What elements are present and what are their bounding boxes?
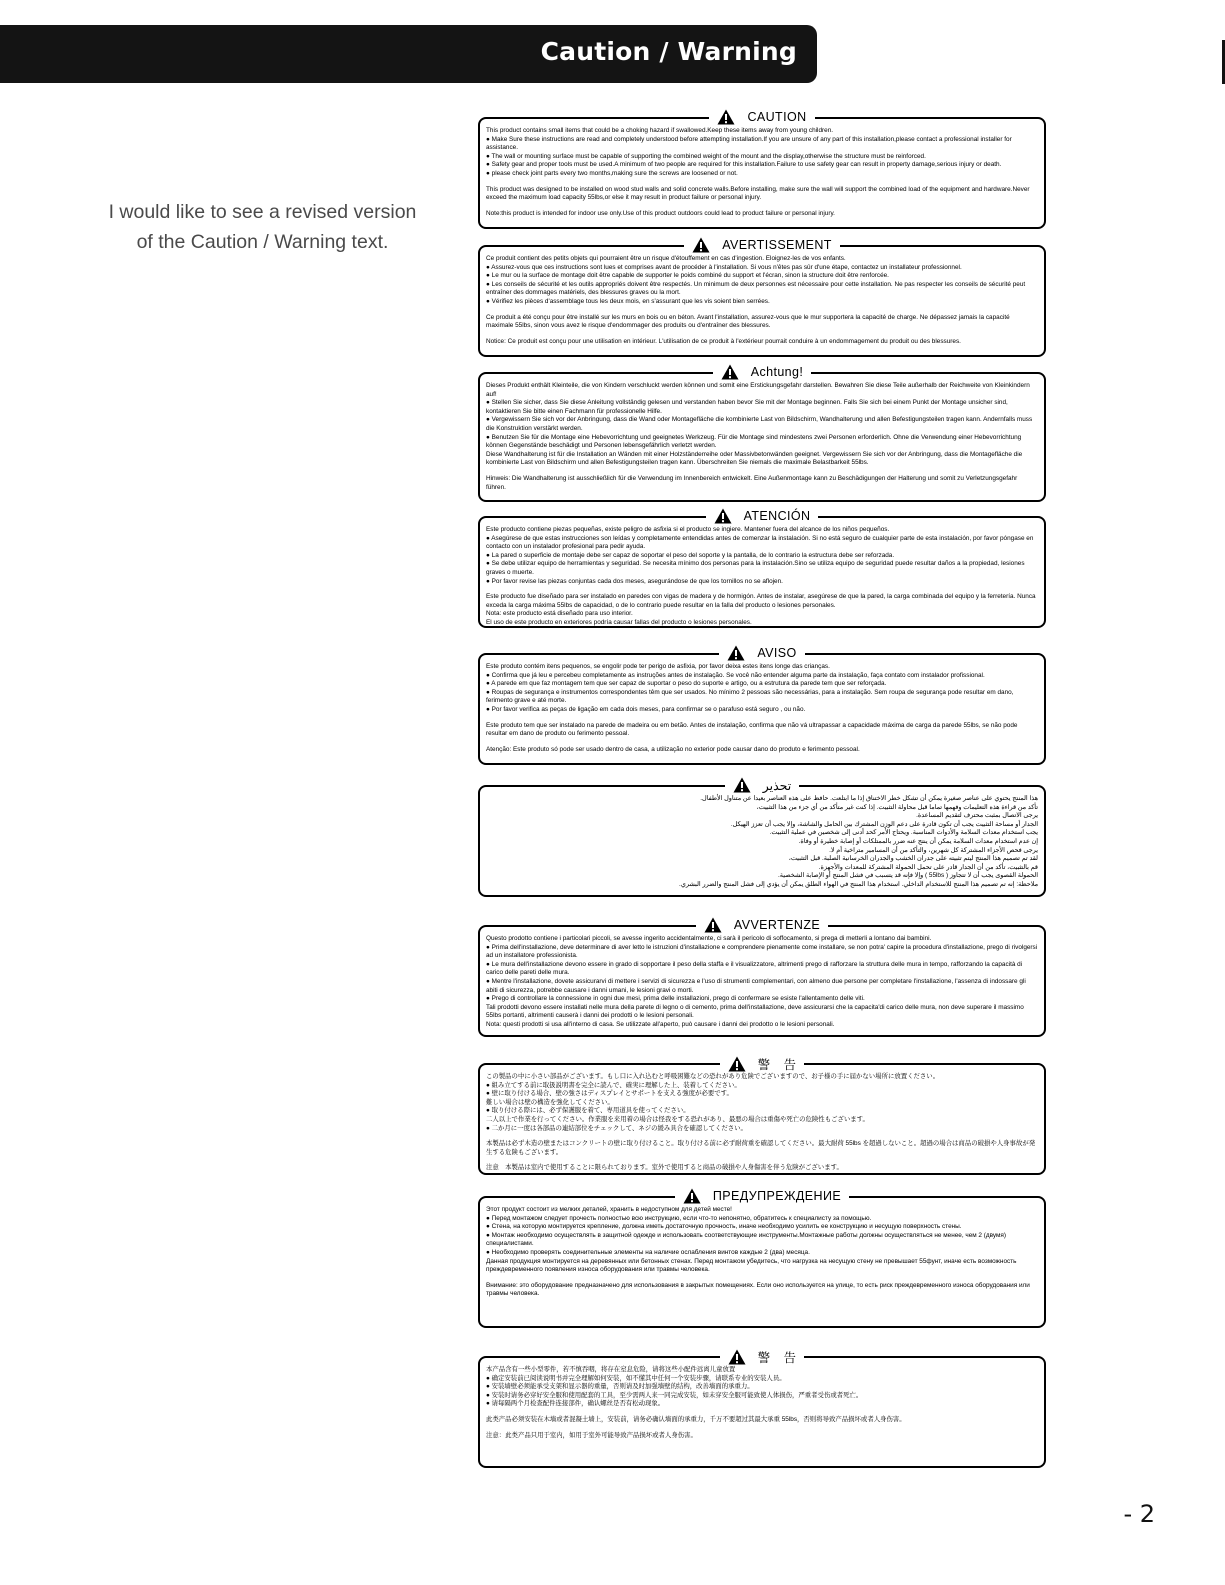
panel-line: ملاحظة: إنه تم تصميم هذا المنتج للاستخدام الداخلي. استخدام هذا المنتج في الهواء الطلق يمكن أن يؤدي إلى فشل المنتج والضرر البشري. [679,880,1038,888]
panel-line: ● 組み立てする前に取扱説明書を完全に読んで、確実に理解した上、装着してください。 [486,1081,741,1089]
panel-line: ● Roupas de segurança e instrumentos correspondentes têm que ser usados. No mínimo 2 pessoas são necessárias, para a instalação. Sem roupa de segurança pode resultar em dano, ferimento grave e até morte. [486,688,1014,705]
panel-line: Tali prodotti devono essere installati nelle mura della parete di legno o di cemento, prima dell'installazione, deve assicurarsi che la capacita'di carico delle mura, non deve superare il massimo 55lbs portanti, altrimenti causerà i danni dei prodotti o le lesioni personali. [486,1003,1024,1020]
panel-line: ● Safety gear and proper tools must be used.A minimum of two people are required for this installation.Failure to use safety gear can result in property damage,serious injury or death. [486,161,1002,169]
panel-line: ● Перед монтажом следует прочесть полностью всю инструкцию, если что-то непонятно, обратитесь к специалисту за помощью. [486,1214,872,1222]
panel-line: ● 确定安装前已阅读说明书并完全理解如何安装，如不懂其中任何一个安装步骤，请联系专业的安装人员。 [486,1374,786,1382]
panel-line: Este produto tem que ser instalado na parede de madeira ou em betão. Antes de instalação, confirma que não vá ultrapassar a capacidade máxima de carga da parede 55lbs, se não pode resultar em dano de produto ou ferimento pessoal. [486,721,1018,738]
warning-panel [478,1189,1046,1328]
panel-line: ● Стена, на которую монтируется крепление, должна иметь достаточную прочность, иначе необходимо усилить ее конструкцию и несущую поверхность стены. [486,1223,962,1231]
panel-line: ● Se debe utilizar equipo de herramientas y seguridad. Se necesita mínimo dos personas para la instalación.Sino se utiliza equipo de seguridad puede resultar daños a la propiedad, lesiones graves o muerte. [486,560,1025,576]
panel-body [486,127,1038,218]
panel-line: Ce produit a été conçu pour être installé sur les murs en bois ou en béton. Avant l'installation, assurez-vous que le mur supportera la capacité de charge. Ne dépassez jamais la capacité maximale 55lbs, sinon vous avez le risque d'endommager des produits ou d'entraîner des blessures. [486,313,1010,330]
panel-line: Dieses Produkt enthält Kleinteile, die von Kindern verschluckt werden können und somit eine Erstickungsgefahr darstellen. Bewahren Sie diese Teile außerhalb der Reichweite von Kleinkindern auf! [486,382,1030,398]
warning-panel [478,1351,1046,1468]
warning-panel [478,238,1046,357]
warning-panel [478,778,1046,897]
warning-triangle-icon [714,508,732,524]
panel-line: Este producto contiene piezas pequeñas, existe peligro de asfixia si el producto se ingiere. Mantener fuera del alcance de los niños pequeños. [486,526,890,533]
panel-body [486,1206,1038,1299]
panel-body [486,935,1038,1030]
panel-line: This product contains small items that could be a choking hazard if swallowed.Keep these items away from young children. [486,127,834,134]
panel-line: ● 安装墙壁必须能承受支架和显示器的重量，否则请及时加强墙壁的结构，改善墙面的承重力。 [486,1383,754,1391]
panel-line: Этот продукт состоит из мелких деталей, хранить в недоступном для детей месте! [486,1206,732,1213]
warning-panel [478,110,1046,229]
panel-line: ● 取り付ける際には、必ず保護服を着て、専用道具を使ってください。 [486,1107,690,1115]
warning-panel [478,365,1046,502]
panel-line: Ce produit contient des petits objets qui pourraient être un risque d'étouffement en cas d'ingestion. Eloignez-les de vos enfants. [486,255,846,262]
panel-line: ● Prima dell'installazione, deve determinare di aver letto le istruzioni d'installazione e comprendere pienamente come installare, se non potra' capire la procedura d'installazione, prego di rivolgersi ad un installatore professionista. [486,943,1038,960]
panel-line: ● Необходимо проверять соединительные элементы на наличие ослабления винтов каждые 2 (два) месяца. [486,1248,810,1256]
header-bar [0,25,817,83]
warning-triangle-icon [704,917,722,933]
panel-body [486,526,1038,628]
panel-line: يجب استخدام معدات السلامة والأدوات المناسبة. ويحتاج الأمر كحد أدنى إلى شخصين في عملية التثبيت. [769,829,1038,837]
panel-line: يرجى الاتصال بمثبت محترف لتقديم المساعدة. [916,812,1038,820]
panel-line: Notice: Ce produit est conçu pour une utilisation en intérieur. L'utilisation de ce produit à l'extérieur pourrait conduire à un endommagement du produit ou des blessures. [486,337,961,345]
panel-line: ● Prego di controllare la connessione in ogni due mesi, prima delle installazioni, prego di confermare se esiste l'allentamento delle viti. [486,995,865,1003]
panel-line: تأكد من قراءة هذه التعليمات وفهمها تماما قبل محاولة التثبيت. إذا كنت غير متأكد من أي جزء من هذا التثبيت، [756,803,1038,811]
panel-title: 警 告 [757,1351,797,1365]
warning-panel [478,509,1046,628]
panel-line: هذا المنتج يحتوي على عناصر صغيرة يمكن أن تشكل خطر الاختناق إذا ما ابتلعت. حافظ على هذه العناصر بعيدا عن متناول الأطفال. [700,795,1038,802]
panel-line: Este produto contém itens pequenos, se engolir pode ter perigo de asfixia, por favor deixa estes itens longe das crianças. [486,663,830,670]
panel-line: ● 壁に取り付ける場合、壁の強さはディスプレイとサポートを支える強度が必要です。 [486,1090,733,1098]
panel-line: Diese Wandhalterung ist für die Installation an Wänden mit einer Holzständerreihe oder Massivbetonwänden geeignet. Vergewissern Sie sich vor der Anbringung, dass die Montagefläche die kombinierte Last von Bildschirm und allen Befestigungsteilen tragen kann. Überschreiten Sie niemals die maximale Belastbarkeit 55lbs. [486,450,1023,467]
warning-triangle-icon [733,777,751,793]
panel-line: ● Le mur ou la surface de montage doit être capable de supporter le poids combiné du support et l'écran, sinon la structure doit être renforcée. [486,272,889,280]
warning-triangle-icon [728,1056,746,1072]
panel-line: 本产品含有一些小型零件，若不慎吞咽，将存在窒息危险，请将这些小配件远离儿童放置 [486,1366,736,1373]
panel-line: 注意 本製品は室内で使用することに限られております。室外で使用すると商品の破損や人身傷害を伴う危険がございます。 [486,1164,843,1172]
revision-note: I would like to see a revised version of the Caution / Warning text. [108,201,417,253]
panel-line: ● please check joint parts every two months,making sure the screws are loosened or not. [486,169,738,177]
panel-title: Achtung! [750,365,804,379]
panel-line: ● Por favor revise las piezas conjuntas cada dos meses, asegurándose de que los tornillos no se aflojen. [486,577,783,585]
panel-line: ● A parede em que faz montagem tem que ser capaz de suportar o peso do suporte e artigo, ou a estrutura da parede tem que ser reforçada. [486,680,887,688]
panel-line: ● Confirma que já leu e percebeu completamente as instruções antes de instalação. Se você não entender alguma parte da instalação, faça contato com instalador profissional. [486,671,985,679]
panel-line: Este producto fue diseñado para ser instalado en paredes con vigas de madera y de hormigón. Antes de instalar, asegúrese de que la pared, la carga combinada del equipo y la ferretería. Nunca exceda la carga máxima 55lbs de capacidad, o de lo contrario puede resultar en la falla del producto o lesiones personales. [486,593,1036,609]
panel-line: Nota: questi prodotti si usa all'interno di casa. Se utilizzate all'aperto, può causare i danni dei prodotto o le lesioni personali. [486,1020,835,1028]
warning-triangle-icon [692,237,710,253]
panel-line: ● 二か月に一度は各部品の連結部位をチェックして、ネジの緩み具合を確認してください。 [486,1124,747,1132]
panel-line: ● Stellen Sie sicher, dass Sie diese Anleitung vollständig gelesen und verstanden haben bevor Sie mit der Montage beginnen. Falls Sie sich bei einem Punkt der Montage unsicher sind, kontaktieren Sie bitte einen Fachmann für professionelle Hilfe. [486,399,1008,415]
panel-line: 難しい場合は壁の構造を強化してください。 [486,1098,614,1106]
panel-body [486,1073,1038,1173]
panel-line: لقد تم تصميم هذا المنتج ليتم تثبيته على جدران الخشب والجدران الخرسانية الصلبة. قبل التثبيت، [788,855,1038,863]
panel-title: 警 告 [757,1058,797,1072]
panel-line: الجدار أو مساحة التثبيت يجب أن تكون قادرة على دعم الوزن المشترك بين الحامل والشاشة، وإلا يجب أن تعزز الهيكل. [730,820,1038,828]
panel-line: ● Make Sure these instructions are read and completely understood before attempting installation.If you are unsure of any part of this installation,please contact a professional installer for assistance. [486,135,1012,152]
panel-title: ATENCIÓN [743,509,811,523]
panel-line: この製品の中に小さい部品がございます。もし口に入れ込むと呼吸困難などの恐れがあり危険でございますので、お子様の手に届かない場所に放置ください。 [486,1073,940,1080]
panel-body [486,663,1038,754]
warning-panel [478,646,1046,765]
panel-line: ● Les conseils de sécurité et les outils appropriés doivent être respectés. Un minimum de deux personnes est nécessaire pour cette installation. Ne pas respecter les conseils de sécurité peut entraîner des dommages matériels, des blessures graves ou la mort. [486,280,1026,297]
panel-line: Внимание: это оборудование предназначено для использования в закрытых помещениях. Если оно используется на улице, то есть риск преждевременного износа оборудования или травмы человека. [486,1281,1030,1298]
panel-line: ● Монтаж необходимо осуществлять в защитной одежде и использовать соответствующие инструменты.Монтажные работы должны осуществляться не менее, чем 2 (двумя) специалистами. [486,1231,1006,1248]
panel-title: CAUTION [747,110,807,124]
panel-line: Hinweis: Die Wandhalterung ist ausschließlich für die Verwendung im Innenbereich entwickelt. Eine Außenmontage kann zu Beschädigungen der Halterung und somit zu Verletzungsgefahr führen. [486,474,1018,491]
panel-line: ● Mentre l'installazione, dovete assicurarvi di mettere i servizi di sicurezza e l'uso di strumenti complementari, con almeno due persone per completare l'installazione, l'assenza di indossare gli abiti di sicurezza, potrebbe causare i danni umani, le lesioni gravi o morti. [486,977,1026,994]
warning-triangle-icon [727,645,745,661]
panel-body [486,255,1038,346]
panel-line: 此类产品必须安装在木墙或者混凝土墙上，安装前，请务必确认墙面的承重力，千万不要超过其最大承重 55lbs，否则将导致产品损坏或者人身伤害。 [486,1415,906,1423]
panel-title: AVERTISSEMENT [722,238,832,252]
warning-panel [478,918,1046,1037]
warning-triangle-icon [683,1188,701,1204]
page-title: Caution / Warning [540,37,797,66]
panel-title: ПРЕДУПРЕЖДЕНИЕ [712,1189,842,1203]
warning-triangle-icon [728,1349,746,1365]
panel-title: AVISO [757,646,797,660]
panel-line: يرجى فحص الأجزاء المشتركة كل شهرين، والتأكد من أن المسامير متراخية أم لا. [829,846,1038,854]
panel-line: ● Le mura dell'installazione devono essere in grado di sopportare il peso della staffa e il visualizzatore, altrimenti prego di rafforzare la struttura delle mura in tempo, rafforzando la capacità di carico delle pareti delle mura. [486,960,1023,977]
panel-body [486,382,1038,492]
page-number: - 2 [1123,1500,1155,1528]
panel-line: 注意：此类产品只用于室内，如用于室外可能导致产品损坏或者人身伤害。 [486,1431,697,1439]
panel-line: Atenção: Este produto só pode ser usado dentro de casa, a utilização no exterior pode causar dano do produto e ferimento pessoal. [486,745,860,753]
panel-line: El uso de este producto en exteriores podría causar fallas del producto o lesiones personales. [486,618,752,626]
panel-title: تحذير [762,778,792,793]
panel-title: AVVERTENZE [733,918,821,932]
panel-line: ● 安装时请务必穿好安全服和使用配套的工具，至少需两人来一同完成安装，如未穿安全服可能致使人体损伤，严重者受伤或者死亡。 [486,1391,863,1399]
warning-triangle-icon [717,109,735,125]
panel-line: ● 请每隔两个月检查配件连接部件，确认螺丝是否有松动现象。 [486,1400,665,1408]
panel-line: الحمولة القصوى يجب أن لا تتجاوز ( 55lbs ) وإلا فإنه قد يتسبب في فشل المنتج أو الإصابة الشخصية. [778,872,1038,880]
warning-panel [478,1058,1046,1175]
panel-line: ● Asegúrese de que estas instrucciones son leídas y completamente entendidas antes de comenzar la instalación. Si no está seguro de cualquier parte de esta instalación, por favor póngase en contacto con un instalador profesional para pedir ayuda. [486,534,1034,551]
panel-line: ● Vérifiez les pièces d'assemblage tous les deux mois, en s'assurant que les vis soient bien serrées. [486,297,770,305]
panel-line: This product was designed to be installed on wood stud walls and solid concrete walls.Before installing, make sure the wall will support the combined load of the equipment and hardware.Never exceed the maximum load capacity 55lbs,or else it may result in product failure or personal injury. [486,185,1030,202]
panel-line: قم بالتثبيت، تأكد من أن الجدار قادر على تحمل الحمولة المشتركة للمعدات والأجهزة. [818,863,1038,871]
panel-body [486,1366,1038,1440]
panel-body [486,795,1038,890]
panel-line: ● Vergewissern Sie sich vor der Anbringung, dass die Wand oder Montagefläche die kombinierte Last von Bildschirm, Wandhalterung und allen Befestigungsteilen tragen kann. Andernfalls muss die Konstruktion verstärkt werden. [486,416,1033,432]
panel-line: ● Por favor verifica as peças de ligação em cada dois meses, para confirmar se o parafuso está seguro , ou não. [486,705,806,713]
panel-line: ● La pared o superficie de montaje debe ser capaz de soportar el peso del soporte y la pantalla, de lo contrario la estructura debe ser reforzada. [486,551,895,559]
panel-line: ● Assurez-vous que ces instructions sont lues et comprises avant de procéder à l'installation. Si vous n'êtes pas sûr d'une étape, contactez un installateur professionnel. [486,263,962,271]
panel-line: Nota: este producto está diseñado para uso interior. [486,610,633,618]
panel-line: Данная продукция монтируется на деревянных или бетонных стенах. Перед монтажом убедитесь, что нагрузка на несущую стену не превышает 55фунт, иначе есть возможность преждевременного появления износа оборудования или травмы человека. [486,1257,1017,1274]
panel-line: إن عدم استخدام معدات السلامة يمكن أن ينتج عنه ضرر بالممتلكات أو إصابة خطيرة أو وفاة. [798,837,1038,845]
panel-line: Note:this product is intended for indoor use only.Use of this product outdoors could lead to product failure or personal injury. [486,209,835,217]
panel-line: 本製品は必ず木造の壁またはコンクリートの壁に取り付けること。取り付ける前に必ず耐荷重を確認してください。最大耐荷 55lbs を超過しないこと。超過の場合は商品の破損や人身事故が発生する危険もございます。 [486,1140,1036,1156]
warning-triangle-icon [721,364,739,380]
panel-line: ● Benutzen Sie für die Montage eine Hebevorrichtung und geeignetes Werkzeug. Für die Montage sind mindestens zwei Personen erforderlich. Ohne die Verwendung einer Hebevorrichtung können Gegenstände beschädigt und Personen lebensgefährlich verletzt werden. [486,433,1022,450]
panel-line: ● The wall or mounting surface must be capable of supporting the combined weight of the mount and the display,otherwise the structure must be reinforced. [486,152,926,160]
panel-line: Questo prodotto contiene i particolari piccoli, se avesse ingerito accidentalmente, ci sarà il pericolo di soffocamento, si prega di metterli a lontano dai bambini. [486,935,932,942]
panel-line: 二人以上で作業を行ってください。作業服を来用着の場合は怪我をする恐れがあり、最悪の場合は重傷や死亡の危険性もございます。 [486,1115,869,1123]
